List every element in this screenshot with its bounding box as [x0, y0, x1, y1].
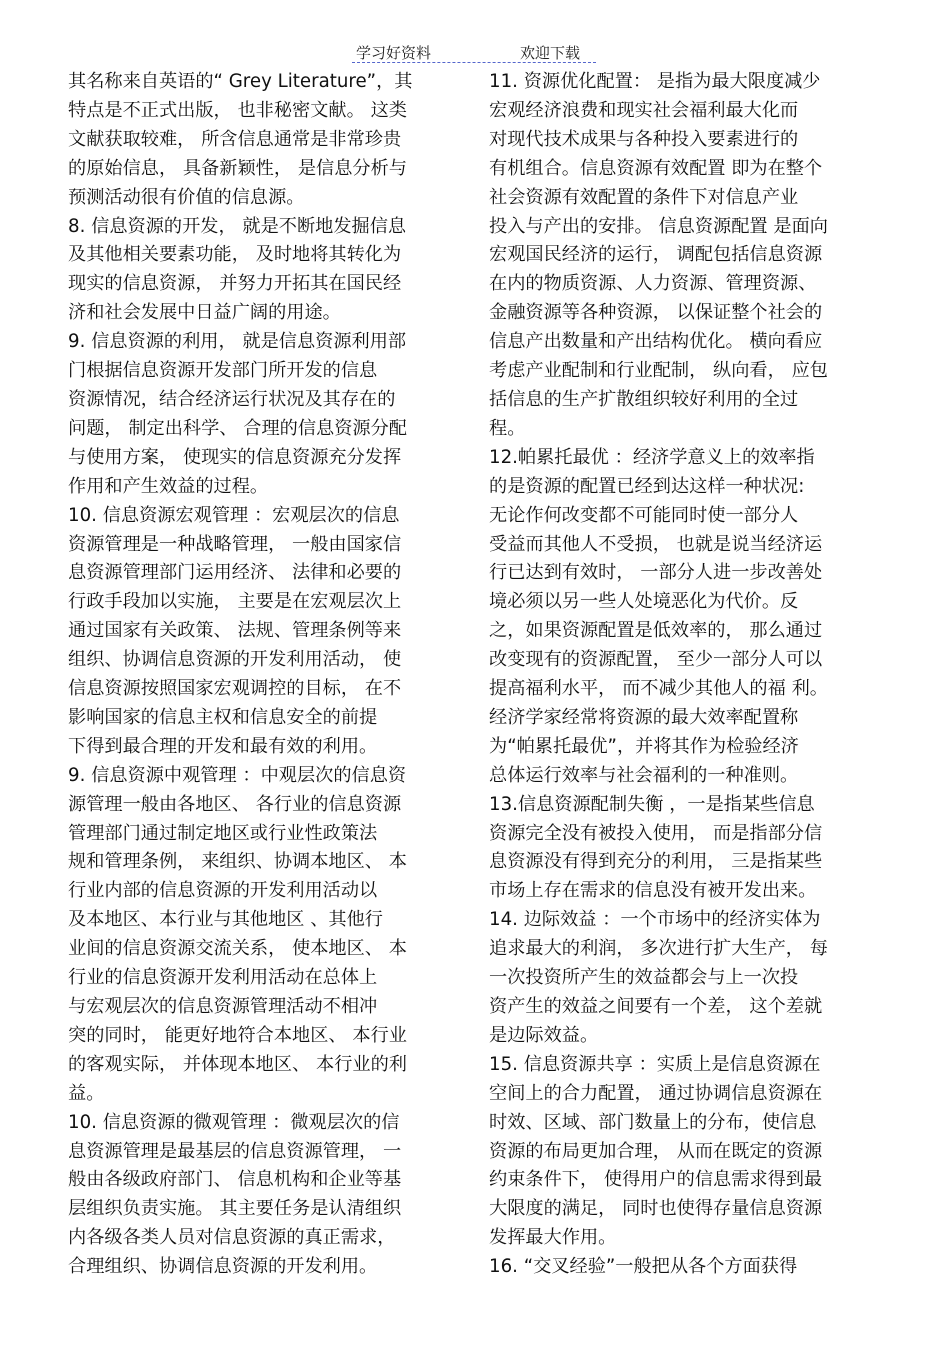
text-line: 16. “交叉经验”一般把从各个方面获得	[489, 1256, 798, 1278]
text-line: 与宏观层次的信息资源管理活动不相冲	[68, 996, 378, 1017]
text-line: 合理组织、协调信息资源的开发利用。	[68, 1256, 378, 1278]
text-line: 资源管理是一种战略管理， 一般由国家信	[68, 533, 402, 555]
text-line: 程。	[489, 417, 526, 439]
text-line: 行业内部的信息资源的开发利用活动以	[68, 880, 378, 902]
text-line: 无论作何改变都不可能同时使一部分人	[489, 504, 799, 526]
text-line: 在内的物质资源、人力资源、管理资源、	[489, 273, 817, 295]
text-line: 文献获取较难， 所含信息通常是非常珍贵	[68, 128, 402, 150]
header-dashed-rule	[352, 62, 596, 63]
text-line: 10. 信息资源的微观管理 ：微观层次的信	[68, 1111, 400, 1133]
left-text-column	[68, 68, 464, 1282]
text-line: 大限度的满足， 同时也使得存量信息资源	[489, 1198, 823, 1220]
text-line: 的是资源的配置已经到达这样一种状况:	[489, 475, 805, 497]
text-line: 8. 信息资源的开发， 就是不断地发掘信息	[68, 215, 407, 237]
text-line: 提高福利水平， 而不减少其他人的福 利。	[489, 678, 828, 700]
page-header	[0, 40, 950, 66]
text-line: 为“帕累托最优”，并将其作为检验经济	[489, 735, 799, 757]
text-line: 内各级各类人员对信息资源的真正需求，	[68, 1227, 396, 1249]
text-line: 发挥最大作用。	[489, 1227, 617, 1249]
text-line: 有机组合。信息资源有效配置 即为在整个	[489, 157, 823, 179]
text-line: 受益而其他人不受损， 也就是说当经济运	[489, 533, 823, 555]
text-line: 规和管理条例， 来组织、协调本地区、 本	[68, 851, 407, 873]
text-line: 总体运行效率与社会福利的一种准则。	[489, 764, 799, 786]
text-line: 资源情况，结合经济运行状况及其存在的	[68, 388, 396, 410]
text-line: 组织、协调信息资源的开发利用活动， 使	[68, 649, 402, 671]
text-line: 金融资源等各种资源， 以保证整个社会的	[489, 302, 823, 324]
text-line: 社会资源有效配置的条件下对信息产业	[489, 186, 799, 208]
text-line: 是边际效益。	[489, 1024, 599, 1046]
text-line: 济和社会发展中日益广阔的用途。	[68, 302, 341, 324]
text-line: 的客观实际， 并体现本地区、 本行业的利	[68, 1053, 407, 1075]
text-line: 与使用方案， 使现实的信息资源充分发挥	[68, 446, 402, 468]
right-text-column	[489, 68, 885, 1282]
text-line: 信息产出数量和产出结构优化。 横向看应	[489, 331, 823, 353]
text-line: 改变现有的资源配置， 至少一部分人可以	[489, 649, 823, 671]
text-line: 息资源管理部门运用经济、 法律和必要的	[68, 562, 402, 584]
text-line: 般由各级政府部门、 信息机构和企业等基	[68, 1169, 402, 1191]
text-line: 益。	[68, 1082, 105, 1104]
text-line: 突的同时， 能更好地符合本地区、 本行业	[68, 1024, 407, 1046]
text-line: 作用和产生效益的过程。	[68, 475, 269, 497]
text-line: 的原始信息， 具备新颖性， 是信息分析与	[68, 157, 407, 179]
text-line: 管理部门通过制定地区或行业性政策法	[68, 822, 378, 844]
text-line: 资源完全没有被投入使用， 而是指部分信	[489, 822, 823, 844]
text-line: 行政手段加以实施， 主要是在宏观层次上	[68, 591, 402, 613]
text-line: 门根据信息资源开发部门所开发的信息	[68, 360, 378, 382]
text-line: 9. 信息资源中观管理 ：中观层次的信息资	[68, 764, 407, 786]
text-line: 息资源管理是最基层的信息资源管理， 一	[68, 1140, 402, 1162]
text-line: 之，如果资源配置是低效率的， 那么通过	[489, 620, 823, 642]
text-line: 宏观国民经济的运行， 调配包括信息资源	[489, 244, 823, 266]
header-left-text: 学习好资料	[356, 44, 432, 62]
text-line: 现实的信息资源， 并努力开拓其在国民经	[68, 273, 402, 295]
text-line: 源管理一般由各地区、 各行业的信息资源	[68, 793, 402, 815]
text-line: 括信息的生产扩散组织较好利用的全过	[489, 388, 799, 410]
text-line: 信息资源按照国家宏观调控的目标， 在不	[68, 678, 402, 700]
text-line: 约束条件下， 使得用户的信息需求得到最	[489, 1169, 823, 1191]
text-line: 投入与产出的安排。 信息资源配置 是面向	[489, 215, 828, 237]
header-right-text: 欢迎下载	[520, 44, 581, 62]
text-line: 预测活动很有价值的信息源。	[68, 186, 305, 208]
text-line: 下得到最合理的开发和最有效的利用。	[68, 735, 378, 757]
text-line: 特点是不正式出版， 也非秘密文献。 这类	[68, 99, 407, 121]
text-line: 空间上的合力配置， 通过协调信息资源在	[489, 1082, 823, 1104]
text-line: 行已达到有效时， 一部分人进一步改善处	[489, 562, 823, 584]
text-line: 资产生的效益之间要有一个差， 这个差就	[489, 996, 823, 1017]
text-line: 经济学家经常将资源的最大效率配置称	[489, 706, 799, 728]
text-line: 一次投资所产生的效益都会与上一次投	[489, 967, 799, 989]
text-line: 11. 资源优化配置： 是指为最大限度减少	[489, 71, 821, 92]
text-line: 通过国家有关政策、 法规、管理条例等来	[68, 620, 402, 642]
text-line: 行业的信息资源开发利用活动在总体上	[68, 967, 378, 989]
text-line: 影响国家的信息主权和信息安全的前提	[68, 706, 378, 728]
text-line: 及本地区、本行业与其他地区 、其他行	[68, 909, 383, 931]
text-line: 境必须以另一些人处境恶化为代价。反	[489, 591, 799, 613]
text-line: 15. 信息资源共享 ：实质上是信息资源在	[489, 1053, 821, 1075]
text-line: 市场上存在需求的信息没有被开发出来。	[489, 880, 817, 902]
text-line: 其名称来自英语的“ Grey Literature”，其	[68, 71, 413, 92]
text-line: 业间的信息资源交流关系， 使本地区、 本	[68, 938, 407, 960]
text-line: 资源的布局更加合理， 从而在既定的资源	[489, 1140, 823, 1162]
text-line: 对现代技术成果与各种投入要素进行的	[489, 128, 799, 150]
text-line: 及其他相关要素功能， 及时地将其转化为	[68, 244, 402, 266]
text-line: 9. 信息资源的利用， 就是信息资源利用部	[68, 331, 407, 353]
text-line: 层组织负责实施。 其主要任务是认清组织	[68, 1198, 402, 1220]
text-line: 13.信息资源配制失衡 ，一是指某些信息	[489, 793, 815, 815]
text-line: 追求最大的利润， 多次进行扩大生产， 每	[489, 938, 828, 960]
text-line: 考虑产业配制和行业配制， 纵向看， 应包	[489, 360, 828, 382]
text-line: 时效、区域、部门数量上的分布，使信息	[489, 1111, 817, 1133]
text-line: 息资源没有得到充分的利用， 三是指某些	[489, 851, 823, 873]
text-line: 12.帕累托最优 ：经济学意义上的效率指	[489, 446, 815, 468]
text-line: 问题， 制定出科学、 合理的信息资源分配	[68, 417, 407, 439]
text-line: 宏观经济浪费和现实社会福利最大化而	[489, 99, 799, 121]
text-line: 10. 信息资源宏观管理 ：宏观层次的信息	[68, 504, 400, 526]
text-line: 14. 边际效益 ：一个市场中的经济实体为	[489, 909, 821, 931]
